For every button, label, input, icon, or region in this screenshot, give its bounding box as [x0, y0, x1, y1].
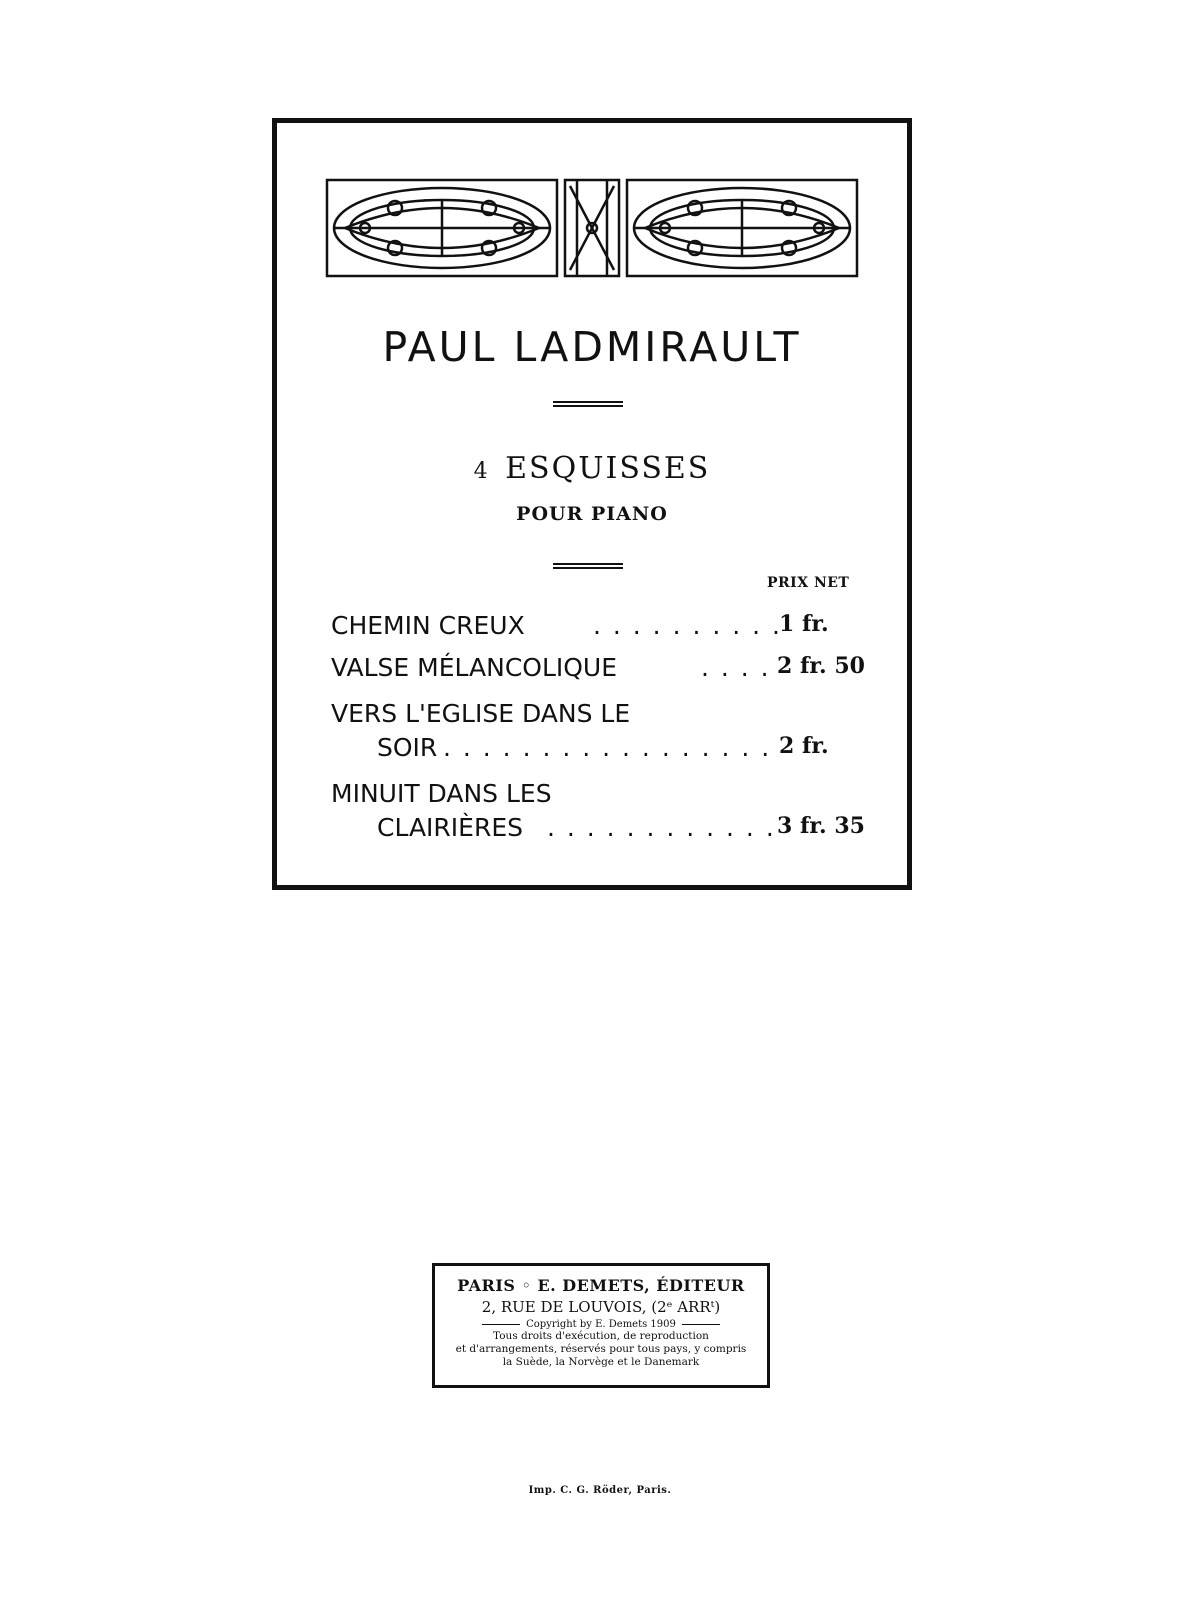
leader-dots: . . . .: [701, 653, 771, 682]
leader-dots: . . . . . . . . . .: [593, 611, 782, 640]
publisher-imprint-box: [432, 1263, 770, 1388]
piece-entry: [331, 611, 861, 645]
rights-line: Tous droits d'exécution, de reproduction: [493, 1330, 709, 1342]
piece-entry: [331, 779, 861, 813]
publisher-address: 2, RUE DE LOUVOIS, (2ᵉ ARRᵗ): [481, 1298, 721, 1316]
piece-title: VERS L'EGLISE DANS LE: [331, 699, 631, 728]
copyright-line: [435, 1319, 767, 1330]
piece-title: MINUIT DANS LES: [331, 779, 552, 808]
divider-rule: [553, 401, 623, 407]
piece-title: VALSE MÉLANCOLIQUE: [331, 653, 618, 682]
cover-frame: [272, 118, 912, 890]
piece-entry: [331, 699, 861, 733]
piece-title: CHEMIN CREUX: [331, 611, 525, 640]
piece-price: 1 fr.: [779, 611, 829, 637]
piece-entry-continued: [331, 813, 865, 847]
work-title: [277, 451, 907, 486]
printer-credit: Imp. C. G. Röder, Paris.: [528, 1485, 672, 1496]
publisher-name: PARIS ◦ E. DEMETS, ÉDITEUR: [457, 1276, 745, 1295]
work-number: 4: [473, 459, 490, 484]
piece-entry: [331, 653, 865, 687]
rights-line: la Suède, la Norvège et le Danemark: [502, 1356, 700, 1368]
piece-price: 3 fr. 35: [777, 813, 865, 839]
price-header: PRIX NET: [767, 575, 850, 591]
leader-dots: . . . . . . . . . . . . . . . . .: [443, 733, 772, 762]
rights-line: et d'arrangements, réservés pour tous pays, y compris: [455, 1343, 747, 1355]
leader-dots: . . . . . . . . . . . .: [547, 813, 776, 842]
piece-price: 2 fr.: [779, 733, 829, 759]
instrument-line: POUR PIANO: [516, 503, 668, 525]
art-nouveau-ornament: [325, 178, 859, 278]
piece-entry-continued: [331, 733, 861, 767]
piece-title-continued: CLAIRIÈRES: [377, 813, 524, 842]
piece-title-continued: SOIR: [377, 733, 438, 762]
copyright-rule-right: [682, 1324, 720, 1325]
copyright-rule-left: [482, 1324, 520, 1325]
divider-rule: [553, 563, 623, 569]
piece-price: 2 fr. 50: [777, 653, 865, 679]
copyright-text: Copyright by E. Demets 1909: [526, 1319, 676, 1330]
composer-name: PAUL LADMIRAULT: [382, 323, 802, 371]
work-title-text: ESQUISSES: [505, 451, 711, 486]
